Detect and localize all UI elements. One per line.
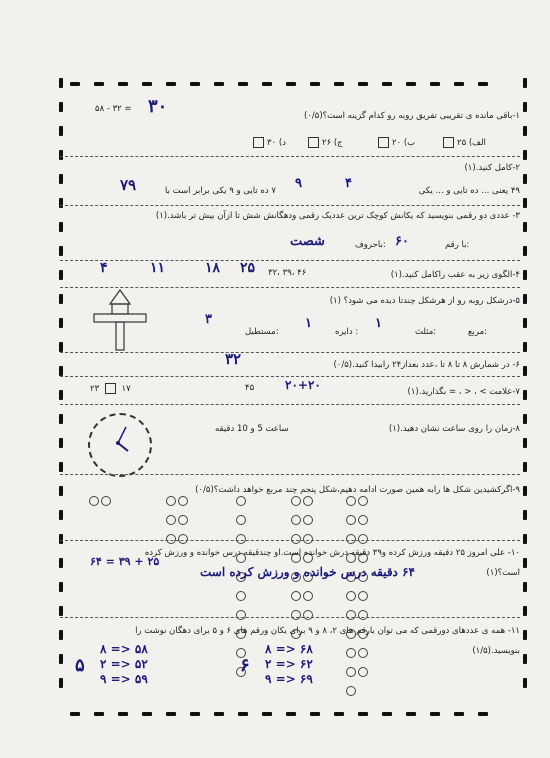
divider (60, 404, 520, 405)
q2-answer-79: ۷۹ (120, 176, 137, 194)
q1-option-a[interactable]: الف) ۲۵ (440, 137, 486, 148)
q11-left-tree: ۸ => ۵۸ ۲ => ۵۲ ۹ => ۵۹ (100, 642, 148, 686)
q1-answer: ۳۰ (148, 96, 168, 117)
q2-line: ۴۹ یعنی ... ده تایی و ... یکی (418, 186, 520, 196)
q7-text: ۷-علامت > ، < ، = بگذارید.(۱) (407, 387, 520, 397)
q5-label-square: مربع: (468, 327, 488, 337)
q1-option-c[interactable]: ج) ۲۶ (305, 137, 343, 148)
q5-answer-circle: ۱ (305, 316, 312, 331)
q11-text: ۱۱- همه ی عددهای دورقمی که می توان بارقم های ۲، ۸ و ۹ برای یکان ورقم های ۶ و ۵ برای دهگان نوشت را (135, 626, 520, 636)
clock-figure (88, 413, 152, 477)
divider (60, 474, 520, 475)
divider (60, 617, 520, 618)
top-border (70, 82, 530, 88)
q7-compare-2-right: ۲۰+۲۰ (285, 378, 321, 392)
q10-answer: ۶۴ دقیقه درس خوانده و ورزش کرده است (200, 565, 415, 579)
q5-label-triangle: مثلث: (415, 327, 437, 337)
q8-time: ساعت 5 و 10 دقیقه (215, 424, 289, 434)
q3-num-answer: ۶۰ (395, 234, 409, 249)
q7-compare-2: ۴۵ (245, 383, 255, 393)
q5-answer-rectangle: ۳ (205, 312, 212, 327)
divider (60, 376, 520, 377)
q2-answer-ones: ۹ (295, 176, 302, 191)
q4-answer-25: ۲۵ (240, 260, 256, 276)
q3-num-label: با رقم: (445, 240, 470, 250)
q8-text: ۸-زمان را روی ساعت نشان دهید.(۱) (388, 424, 520, 434)
q9-text: ۹-اگرکشیدین شکل ها رابه همین صورت ادامه دهیم،شکل پنجم چند مربع خواهد داشت؟(۰/۵) (195, 485, 520, 495)
q10-text: ۱۰- علی امروز ۲۵ دقیقه ورزش کرده و۳۹ دقیقه درش خوانده است.او چندقیقه درس خوانده و ورزش کرده (144, 548, 520, 558)
q11-lead-left: ۵ (75, 655, 85, 676)
q5-text: ۵-درشکل روبه رو از هرشکل چندتا دیده می شود؟ (۱) (329, 296, 520, 306)
q3-word-answer: شصت (290, 234, 325, 249)
divider (60, 205, 520, 206)
right-border (522, 78, 528, 718)
q2-answer-tens: ۴ (345, 176, 352, 191)
q11-lead-right: ۶ (240, 655, 250, 676)
q1-option-b[interactable]: ب) ۲۰ (375, 137, 415, 148)
q1-text: ۱-باقی مانده ی تقریبی تفریق روبه رو کدام گزینه است؟(۰/۵) (303, 111, 520, 121)
q3-text: ۳- عددی دو رقمی بنویسید که یکانش کوچک ترین عددیک رقمی ودهگانش شش تا ازآن بیش تر باشد.(۱) (155, 211, 520, 221)
q11-right-tree: ۸ => ۶۸ ۲ => ۶۲ ۹ => ۶۹ (265, 642, 313, 686)
q4-answer-18: ۱۸ (205, 260, 221, 276)
shape-3 (235, 492, 255, 682)
q4-answer-4: ۴ (100, 260, 108, 276)
q5-label-circle: دایره : (335, 327, 359, 337)
robot-shape-figure (92, 288, 148, 352)
divider (60, 540, 520, 541)
q3-word-label: باحروف: (355, 240, 386, 250)
left-border (58, 78, 64, 718)
q1-expression: ۵۸ - ۳۲ = (95, 104, 132, 114)
q5-answer-triangle: ۱ (375, 316, 382, 331)
shape-5 (345, 492, 377, 701)
q2-line2: ۷ ده تایی و ۹ یکی برابر است با (165, 186, 276, 196)
divider (60, 352, 520, 353)
q2-text: ۲-کامل کنید.(۱) (464, 163, 520, 173)
q11-text2: بنویسید.(۱/۵) (472, 646, 520, 656)
q7-compare-1: ۲۳ ۱۷ (90, 384, 131, 394)
q6-text: ۶- در شمارش ۸ تا ۸ تا ،عدد بعداز۲۴ رابیدا کنید.(۰/۵) (333, 360, 520, 370)
shape-1 (88, 492, 112, 511)
q4-given: ۳۲، ۳۹، ۴۶ (268, 268, 307, 278)
q4-answer-11: ۱۱ (150, 260, 166, 276)
q10-text2: است؟(۱) (486, 568, 520, 578)
q5-label-rectangle: مستطیل: (245, 327, 279, 337)
q10-work: ۲۵ + ۳۹ = ۶۴ (90, 555, 160, 568)
divider (60, 260, 520, 261)
q4-text: ۴-الگوی زیر به عقب راکامل کنید.(۱) (390, 270, 520, 280)
bottom-border (70, 712, 530, 718)
divider (60, 156, 520, 157)
q6-answer: ۳۲ (225, 350, 242, 368)
q1-option-d[interactable]: د) ۳۰ (250, 137, 286, 148)
